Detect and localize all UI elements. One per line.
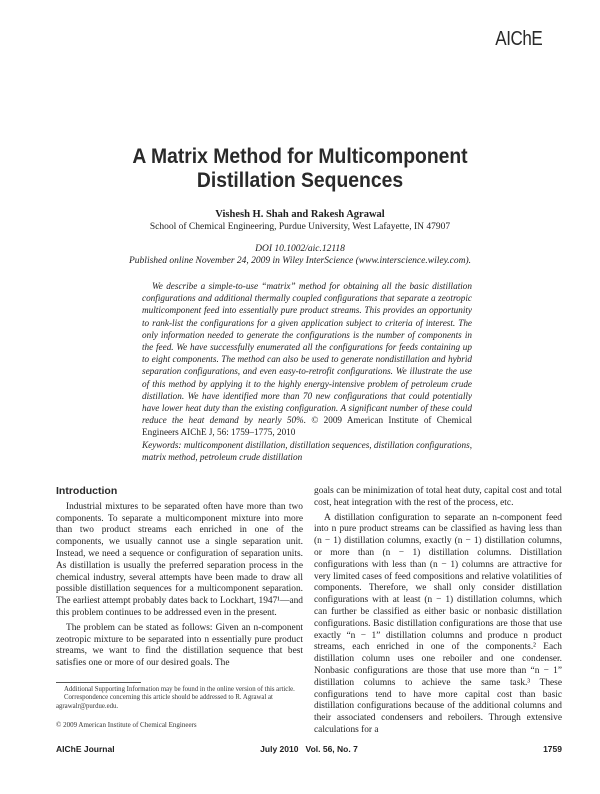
doi: DOI 10.1002/aic.12118 xyxy=(255,244,345,254)
footnote-divider xyxy=(56,682,141,683)
keywords: Keywords: multicomponent distillation, distillation sequences, distillation configurations, matrix method, petroleum crude distillation xyxy=(142,439,472,462)
paragraph: The problem can be stated as follows: Given an n-component zeotropic mixture to be separated into n essentially pure product streams, we want to find the distillation sequence that best satisfies one or more of our desired goals. The xyxy=(56,622,303,669)
abstract xyxy=(142,280,472,463)
footer-issue: July 2010 Vol. 56, No. 7 xyxy=(260,744,358,754)
paragraph: Industrial mixtures to be separated often have more than two components. To separate a multicomponent mixture into more than two product streams each enriched in one of the components, we usually cannot use a single separation unit. Instead, we need a sequence or configuration of separation units. As distillation is usually the preferred separation process in the chemical industry, several attempts have been made to draw all possible distillation sequences for a multicomponent separation. The earliest attempt probably dates back to Lockhart, 1947¹—and this problem continues to be addressed even in the present. xyxy=(56,501,303,618)
footer-page-number: 1759 xyxy=(543,744,562,754)
title-line-1: A Matrix Method for Multicomponent xyxy=(132,145,468,168)
abstract-text: We describe a simple-to-use “matrix” method for obtaining all the basic distillation configurations and additional thermally coupled configurations that separate a zeotropic multicomponent feed into essentially pure product streams. This provides an opportunity to rank-list the configurations for a given application subject to criteria of interest. The only information needed to generate the configurations is the number of components in the feed. We have successfully enumerated all the configurations for feeds containing up to eight components. The method can also be used to generate nondistillation and hybrid separation configurations, and even easy-to-retrofit configurations. We illustrate the use of this method by applying it to the highly energy-intensive problem of petroleum crude distillation. We have identified more than 70 new configurations that could potentially have lower heat duty than the existing configuration. A significant number of these could reduce the heat demand by nearly 50%. xyxy=(142,281,472,426)
footer-journal: AIChE Journal xyxy=(56,744,115,754)
authors: Vishesh H. Shah and Rakesh Agrawal xyxy=(215,209,385,220)
affiliation: School of Chemical Engineering, Purdue University, West Lafayette, IN 47907 xyxy=(149,222,451,232)
article-title xyxy=(24,145,576,193)
paragraph: goals can be minimization of total heat duty, capital cost and total cost, heat integration with the rest of the process, etc. xyxy=(314,486,562,508)
paragraph: A distillation configuration to separate an n-component feed into n pure product streams can be classified as having less than (n − 1) distillation columns, exactly (n − 1) distillation columns, or more than (n − 1) distillation columns. Distillation configurations with less than (n − 1) columns are attractive for very limited cases of feed compositions and relative volatilities of components. Therefore, we shall only consider distillation configurations with at least (n − 1) distillation columns, which can further be classified as either basic or nonbasic distillation configurations. Basic distillation configurations are those that use exactly “n − 1” distillation columns and produce n product streams, each enriched in one of the components.² Each distillation column uses one reboiler and one condenser. Nonbasic configurations are those that use more than “n − 1” distillation columns to achieve the same task.³ These configurations tend to have more capital cost than basic distillation configurations because of the additional columns and their associated condensers and reboilers. Through extensive calculations for a xyxy=(314,512,562,735)
aiche-logo: AIChE xyxy=(494,28,542,50)
footnote-copyright: © 2009 American Institute of Chemical Engineers xyxy=(56,721,197,730)
publication-info: Published online November 24, 2009 in Wiley InterScience (www.interscience.wiley.com). xyxy=(129,256,471,266)
footnotes xyxy=(56,686,303,730)
title-line-2: Distillation Sequences xyxy=(196,169,404,192)
footnote-supporting-info: Additional Supporting Information may be found in the online version of this article. xyxy=(64,686,295,693)
footnote-correspondence: Correspondence concerning this article should be addressed to R. Agrawal at agrawalr@purdue.edu. xyxy=(56,694,273,710)
abstract-copyright: © 2009 American Institute of Chemical Engineers AIChE J, 56: 1759–1775, 2010 xyxy=(142,415,472,438)
right-column xyxy=(314,486,562,737)
left-column xyxy=(56,486,303,670)
section-heading-introduction: Introduction xyxy=(56,485,118,497)
abstract-body xyxy=(142,280,472,439)
